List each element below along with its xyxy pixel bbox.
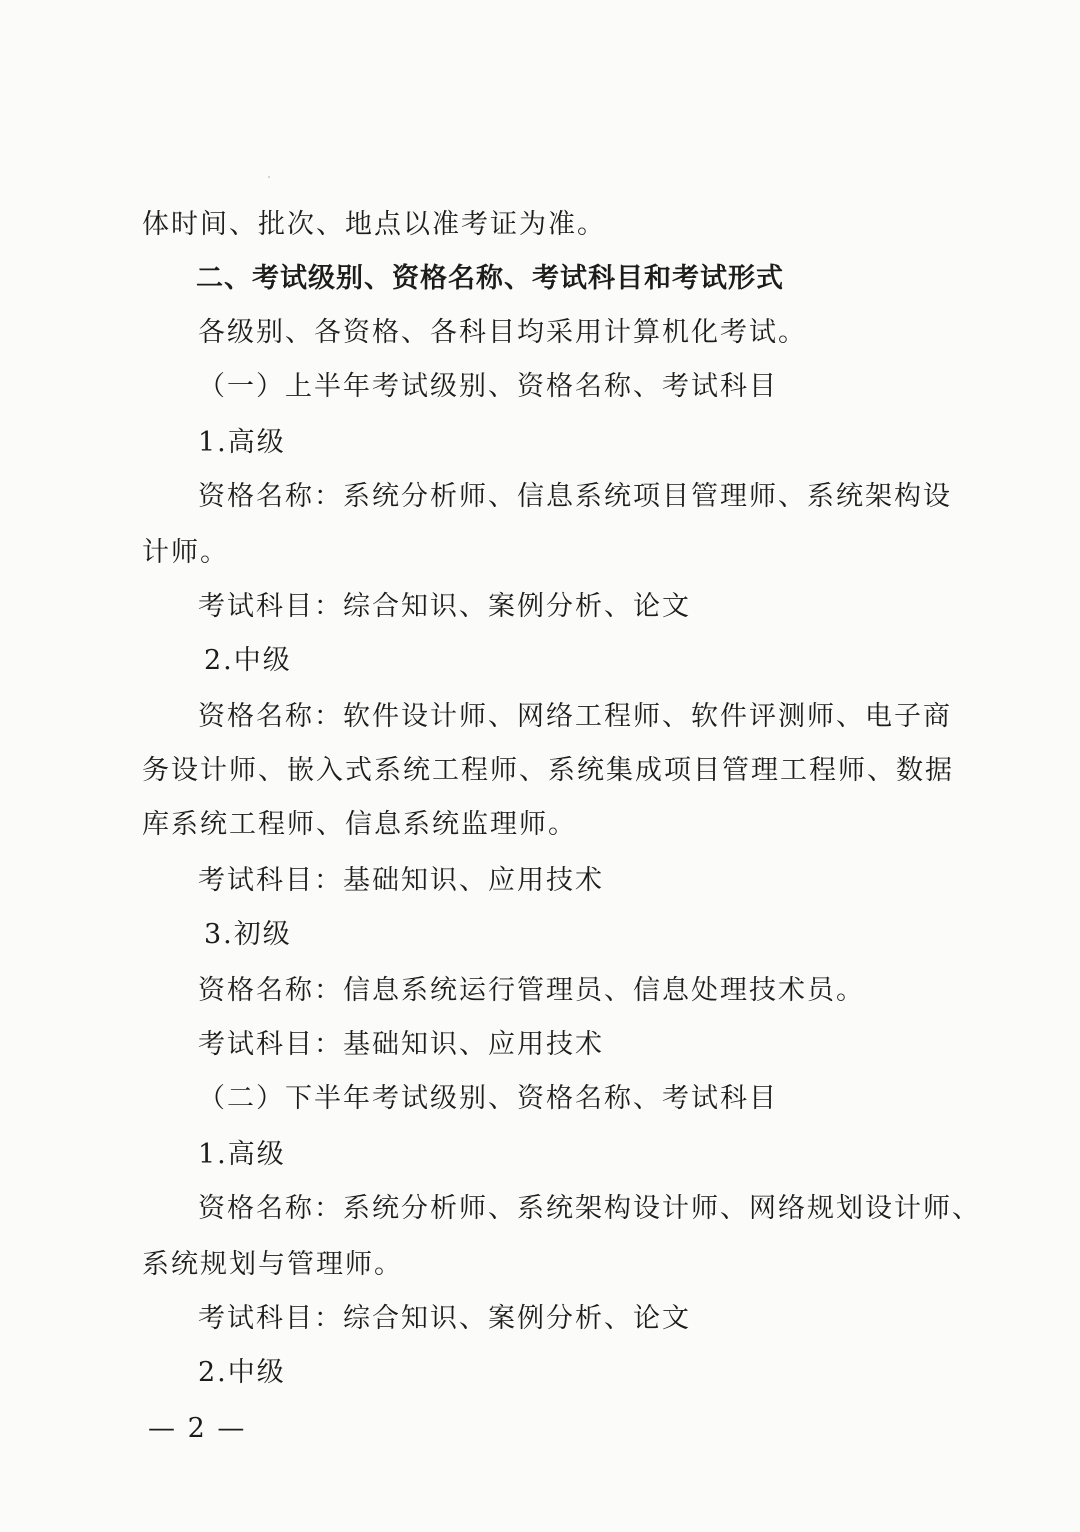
paragraph-line: 各级别、各资格、各科目均采用计算机化考试。 (198, 317, 807, 348)
qualification-names-continuation: 务设计师、嵌入式系统工程师、系统集成项目管理工程师、数据 (142, 755, 954, 786)
section-heading: 二、考试级别、资格名称、考试科目和考试形式 (196, 263, 784, 294)
qualification-names-continuation: 库系统工程师、信息系统监理师。 (142, 809, 577, 840)
text-line-continuation: 体时间、批次、地点以准考证为准。 (142, 209, 606, 240)
qualification-names-continuation: 计师。 (142, 537, 229, 568)
exam-subjects-line: 考试科目：综合知识、案例分析、论文 (198, 1303, 691, 1334)
level-label-intermediate: 2.中级 (198, 1357, 286, 1388)
level-label-intermediate: 2.中级 (204, 645, 292, 676)
page-number: — 2 — (148, 1413, 247, 1444)
subsection-heading-second-half: （二）下半年考试级别、资格名称、考试科目 (198, 1083, 778, 1114)
exam-subjects-line: 考试科目：基础知识、应用技术 (198, 865, 604, 896)
qualification-names-line: 资格名称：信息系统运行管理员、信息处理技术员。 (198, 975, 865, 1006)
qualification-names-continuation: 系统规划与管理师。 (142, 1249, 403, 1280)
level-label-senior: 1.高级 (198, 427, 286, 458)
qualification-names-line: 资格名称：软件设计师、网络工程师、软件评测师、电子商 (198, 701, 952, 732)
level-label-senior: 1.高级 (198, 1139, 286, 1170)
subsection-heading-first-half: （一）上半年考试级别、资格名称、考试科目 (198, 371, 778, 402)
exam-subjects-line: 考试科目：综合知识、案例分析、论文 (198, 591, 691, 622)
qualification-names-line: 资格名称：系统分析师、信息系统项目管理师、系统架构设 (198, 481, 952, 512)
level-label-junior: 3.初级 (204, 919, 292, 950)
qualification-names-line: 资格名称：系统分析师、系统架构设计师、网络规划设计师、 (198, 1193, 981, 1224)
scan-speck (268, 176, 270, 178)
exam-subjects-line: 考试科目：基础知识、应用技术 (198, 1029, 604, 1060)
